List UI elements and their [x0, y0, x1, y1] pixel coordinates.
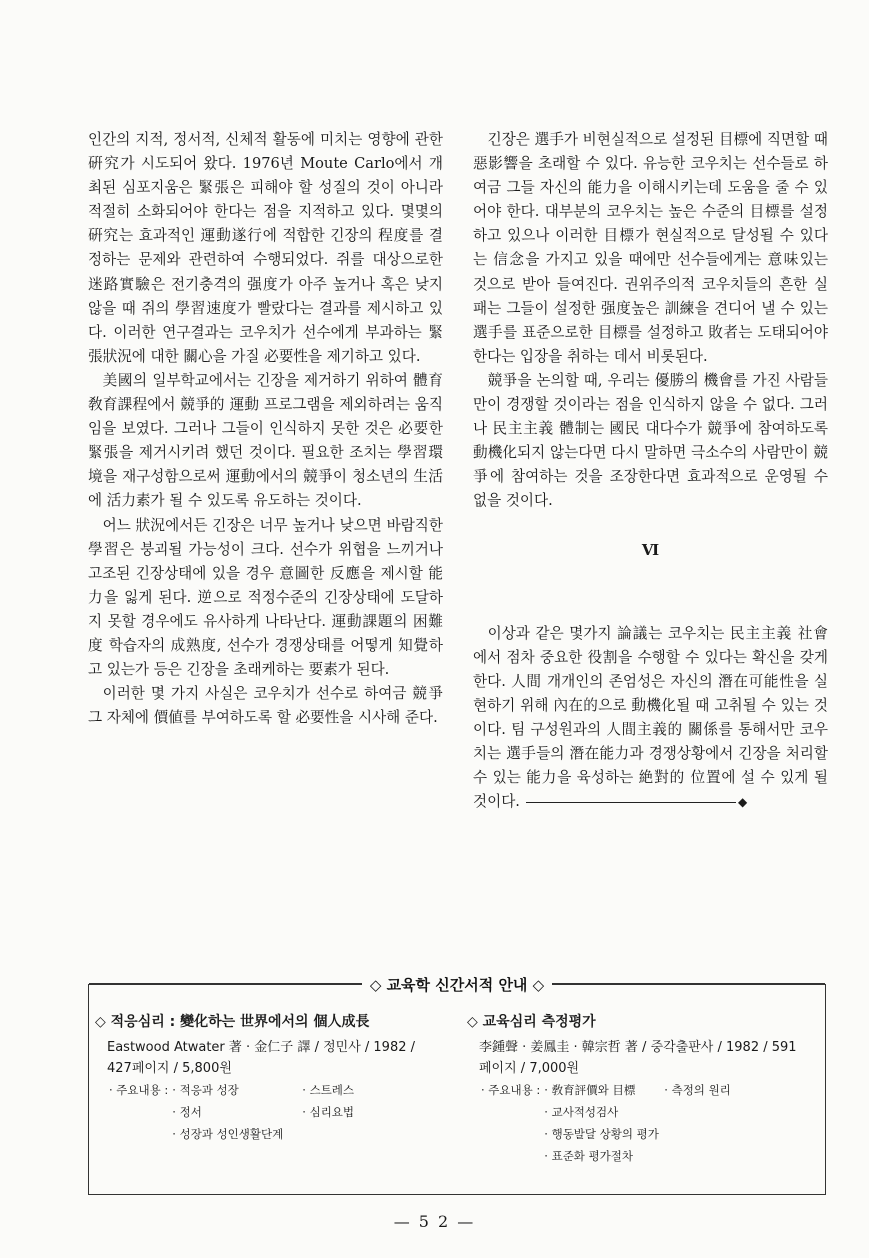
- contents-item: · 성장과 성인생활단계: [172, 1127, 284, 1141]
- paragraph: 競爭을 논의할 때, 우리는 優勝의 機會를 가진 사람들만이 경쟁할 것이라는 점을 인식하지 않을 수 없다. 그러나 民主主義 體制는 國民 대다수가 競爭에 참여하도록 動機化되지 않는다면 다시 말하면 극소수의 사람만이 競爭에 참여하는 것을 조장한다면 효과적으로 운영될 수 없을 것이다.: [473, 371, 828, 510]
- paragraph: 인간의 지적, 정서적, 신체적 활동에 미치는 영향에 관한 硏究가 시도되어 왔다. 1976년 Moute Carlo에서 개최된 심포지움은 緊張은 피해야 할 성질의 것이 아니라 적절히 소화되어야 한다는 점을 지적하고 있다. 몇몇의 硏究는 효과적인 運動遂行에 적합한 긴장의 程度를 결정하는 문제와 관련하여 수행되었다. 쥐를 대상으로한 迷路實驗은 전기충격의 强度가 아주 높거나 혹은 낮지 않을 때 쥐의 學習速度가 빨랐다는 결과를 제시하고 있다. 이러한 연구결과는 코우치가 선수에게 부과하는 緊張狀況에 대한 關心을 가질 必要性을 제기하고 있다.: [88, 131, 443, 365]
- book-authors: Eastwood Atwater 著 · 金仁子 譯 / 정민사 / 1982 /: [107, 1040, 415, 1055]
- contents-item: · 표준화 평가절차: [544, 1149, 634, 1163]
- contents-item: · 행동발달 상황의 평가: [544, 1127, 659, 1141]
- divider: [552, 983, 825, 985]
- contents-item: · 스트레스: [302, 1083, 355, 1097]
- left-column: [88, 128, 443, 730]
- book-contents: [95, 1079, 455, 1145]
- notice-title-row: [89, 974, 825, 994]
- contents-item: · 심리요법: [302, 1105, 355, 1119]
- contents-item: · 적응과 성장: [172, 1083, 239, 1097]
- book-entry: [467, 1012, 823, 1167]
- contents-list: [172, 1079, 422, 1145]
- contents-item: · 교사적성검사: [544, 1105, 619, 1119]
- contents-label: · 주요내용 :: [481, 1083, 541, 1097]
- contents-first-row: [544, 1079, 764, 1101]
- paragraph-text: 이상과 같은 몇가지 論議는 코우치는 民主主義 社會에서 점차 중요한 役割을 수행할 수 있다는 확신을 갖게한다. 人間 개개인의 존엄성은 자신의 潛在可能性을 실현하기 위해 內在的으로 動機化될 때 고취될 수 있는 것이다. 팀 구성원과의 人間主義的 關係를 통해서만 코우치는 選手들의 潛在能力과 경쟁상황에서 긴장을 처리할 수 있는 能力을 육성하는 絶對的 位置에 설 수 있게 될 것이다.: [473, 624, 828, 811]
- book-authors: 李鍾聲 · 姜鳳圭 · 韓宗哲 著 / 중각출판사 / 1982 / 591: [479, 1040, 797, 1055]
- contents-item: · 측정의 원리: [664, 1083, 731, 1097]
- section-heading: Ⅵ: [641, 540, 660, 559]
- paragraph: [473, 622, 828, 815]
- paragraph: 이러한 몇 가지 사실은 코우치가 선수로 하여금 競爭 그 자체에 價値를 부여하도록 할 必要性을 시사해 준다.: [88, 685, 443, 727]
- end-diamond-icon: ◆: [737, 795, 748, 810]
- book-entry: [95, 1012, 455, 1145]
- right-column: [473, 128, 828, 814]
- book-title: ◇ 교육심리 측정평가: [467, 1014, 596, 1030]
- new-books-notice: [88, 975, 826, 1195]
- contents-item: · 정서: [172, 1105, 202, 1119]
- paragraph: 美國의 일부학교에서는 긴장을 제거하기 위하여 體育敎育課程에서 競爭的 運動 프로그램을 제외하려는 움직임을 보였다. 그러나 그들이 인식하지 못한 것은 必要한 緊張을 제거시키려 했던 것이다. 필요한 조치는 學習環境을 재구성함으로써 運動에서의 競爭이 청소년의 生活에 活力素가 될 수 있도록 유도하는 것이다.: [88, 371, 443, 510]
- paragraph: 어느 狀況에서든 긴장은 너무 높거나 낮으면 바람직한 學習은 붕괴될 가능성이 크다. 선수가 위협을 느끼거나 고조된 긴장상태에 있을 경우 意圖한 反應을 제시할 能力을 잃게 된다. 逆으로 적정수준의 긴장상태에 도달하지 못할 경우에도 유사하게 나타난다. 運動課題의 困難度 학습자의 成熟度, 선수가 경쟁상태를 어떻게 知覺하고 있는가 등은 긴장을 초래케하는 要素가 된다.: [88, 516, 443, 679]
- page-number: — 5 2 —: [393, 1212, 476, 1231]
- paragraph: 긴장은 選手가 비현실적으로 설정된 目標에 직면할 때 惡影響을 초래할 수 있다. 유능한 코우치는 선수들로 하여금 그들 자신의 能力을 이해시키는데 도움을 줄 수 있어야 한다. 대부분의 코우치는 높은 수준의 目標를 설정하고 있으나 이러한 目標가 현실적으로 달성될 수 있다는 信念을 가지고 있을 때에만 선수들에게는 意味있는 것으로 받아 들여진다. 권위주의적 코우치들의 흔한 실패는 그들이 설정한 强度높은 訓練을 견디어 낼 수 있는 選手를 표준으로한 目標를 설정하고 敗者는 도태되어야 한다는 입장을 취하는 데서 비롯된다.: [473, 131, 828, 365]
- divider: [89, 983, 362, 985]
- book-pages-price: 427페이지 / 5,800원: [107, 1061, 232, 1076]
- contents-item: · 敎育評價와 目標: [544, 1083, 636, 1097]
- end-rule: [526, 802, 736, 803]
- book-pages-price: 페이지 / 7,000원: [479, 1061, 580, 1076]
- contents-list: [544, 1079, 764, 1167]
- contents-label: · 주요내용 :: [109, 1083, 169, 1097]
- notice-title: ◇ 교육학 신간서적 안내 ◇: [369, 975, 545, 994]
- book-title: ◇ 적응심리 : 變化하는 世界에서의 個人成長: [95, 1014, 370, 1030]
- book-contents: [467, 1079, 823, 1167]
